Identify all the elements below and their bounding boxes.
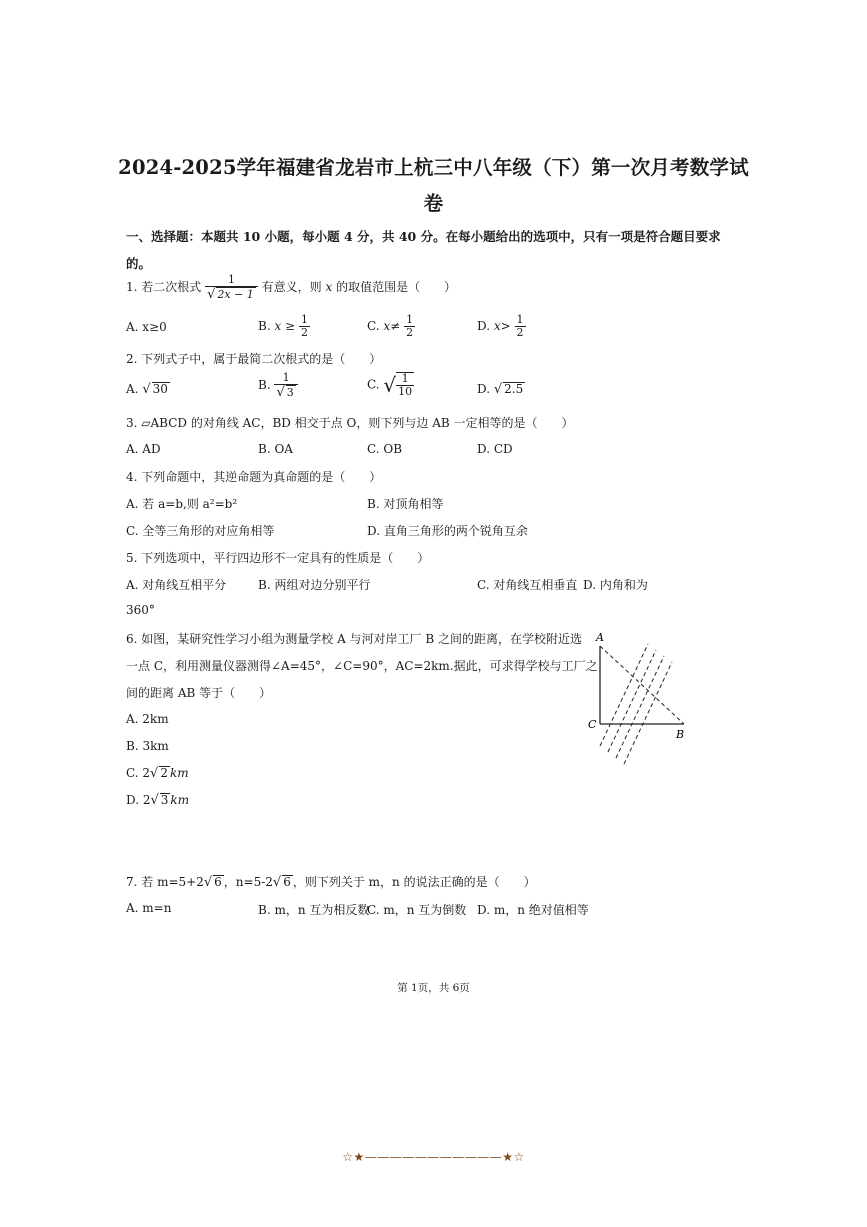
q7-rad2: 6: [283, 875, 291, 889]
page-footer: 第 1页，共 6页: [397, 982, 470, 994]
q1-d-half-den: 2: [516, 326, 524, 339]
question-1-stem: [126, 274, 456, 301]
q7-option-b: B. m，n 互为相反数: [258, 903, 370, 917]
q2-option-c: C. √ $\frac{1}{10}$: [367, 372, 413, 398]
q6-c-coef: 2: [142, 766, 151, 780]
q4-option-c: C. 全等三角形的对应角相等: [126, 524, 275, 538]
q2-option-b: [258, 372, 298, 399]
q4-option-a: A. 若 a=b,则 a²=b²: [126, 497, 238, 511]
q2-b-num: 1: [274, 372, 297, 385]
q1-c-rel: x≠: [383, 319, 401, 333]
q1-option-d: [477, 314, 526, 339]
q1-d-half: [515, 314, 526, 339]
q2-b-den: √ 3: [276, 385, 294, 400]
q6-c-radicand: 2: [160, 766, 168, 780]
q6-d-coef: 2: [142, 793, 151, 807]
bottom-star-divider: ☆★———————————★☆: [342, 1150, 525, 1164]
exam-title-line1: 2024-2025学年福建省龙岩市上杭三中八年级（下）第一次月考数学试: [118, 156, 749, 179]
q2-option-d: D. √ 2.5: [477, 382, 524, 397]
question-6-line3: 间的距离 AB 等于（ ）: [126, 686, 272, 700]
q2-b-fraction: [274, 372, 297, 399]
q1-frac-num: 1: [205, 274, 258, 287]
q1-d-half-num: 1: [516, 313, 524, 326]
q6-option-d: D. 2√ 3 km: [126, 793, 190, 808]
q3-option-b: B. OA: [258, 442, 293, 456]
label-b: B: [676, 728, 685, 741]
river-line-1: [600, 644, 648, 746]
q7-option-d: D. m，n 绝对值相等: [477, 903, 589, 917]
question-4-stem: 4. 下列命题中，其逆命题为真命题的是（ ）: [126, 470, 382, 484]
q1-var: x: [325, 280, 333, 294]
q2-option-a: A. √ 30: [126, 382, 168, 397]
label-c: C: [588, 718, 597, 731]
q5-option-c: C. 对角线互相垂直: [477, 578, 578, 592]
q1-b-half-num: 1: [300, 313, 308, 326]
question-2-stem: 2. 下列式子中，属于最简二次根式的是（ ）: [126, 352, 382, 366]
q7-option-a: A. m=n: [126, 901, 172, 915]
label-a: A: [596, 631, 604, 644]
q6-c-unit: km: [169, 766, 189, 780]
river-line-3: [616, 656, 664, 758]
q1-frac-den-radicand: 2x − 1: [217, 288, 254, 301]
q7-option-c: C. m，n 互为倒数: [367, 903, 467, 917]
q1-b-half: [299, 314, 310, 339]
q2-c-prefix: C.: [367, 377, 380, 392]
q2-a-radicand: 30: [152, 382, 168, 396]
q7-post: ，则下列关于 m，n 的说法正确的是（ ）: [292, 875, 536, 889]
q1-frac-den: √ 2x − 1: [207, 287, 254, 302]
q2-a-prefix: A.: [126, 382, 139, 396]
q7-rad1: 6: [214, 875, 222, 889]
q6-d-unit: km: [170, 793, 190, 807]
q5-option-d: D. 内角和为: [583, 578, 648, 592]
q6-d-prefix: D.: [126, 793, 140, 807]
q1-option-c: [367, 314, 415, 339]
q1-option-a: A. x≥0: [126, 320, 167, 334]
q6-c-prefix: C.: [126, 766, 139, 780]
q1-c-half-den: 2: [406, 326, 414, 339]
q6-option-b: B. 3km: [126, 739, 169, 753]
q1-option-b: [258, 314, 310, 339]
q2-d-prefix: D.: [477, 382, 491, 396]
q1-c-half-num: 1: [406, 313, 414, 326]
q1-pre: 1. 若二次根式: [126, 280, 202, 294]
q6-river-figure: [586, 628, 696, 773]
q3-option-a: A. AD: [126, 442, 161, 456]
question-3-stem: 3. ▱ABCD 的对角线 AC，BD 相交于点 O，则下列与边 AB 一定相等的是（ ）: [126, 416, 574, 430]
q1-b-prefix: B.: [258, 319, 271, 333]
q1-post: 有意义，则: [261, 280, 322, 294]
q1-fraction: [205, 274, 258, 301]
section-heading-line1: 一、选择题：本题共 10 小题，每小题 4 分，共 40 分。在每小题给出的选项中，只有一项是符合题目要求: [126, 229, 721, 244]
q2-b-den-radicand: 3: [286, 386, 294, 399]
q6-d-radicand: 3: [160, 793, 169, 807]
q7-pre: 7. 若 m=5+2: [126, 875, 204, 889]
q2-c-fraction: [396, 372, 414, 398]
q3-option-c: C. OB: [367, 442, 403, 456]
q1-c-prefix: C.: [367, 319, 380, 333]
q1-d-prefix: D.: [477, 319, 491, 333]
q5-option-b: B. 两组对边分别平行: [258, 578, 371, 592]
q6-option-a: A. 2km: [126, 712, 169, 726]
q4-option-b: B. 对顶角相等: [367, 497, 444, 511]
question-6-line2: 一点 C，利用测量仪器测得∠A=45°，∠C=90°，AC=2km.据此，可求得学校与工厂之: [126, 659, 598, 673]
section-heading: [126, 223, 726, 277]
exam-title-line2: 卷: [423, 192, 444, 215]
q6-option-c: C. 2√ 2 km: [126, 766, 189, 781]
q2-d-radicand: 2.5: [504, 382, 524, 396]
river-line-2: [608, 650, 656, 752]
q2-c-num: 1: [396, 373, 414, 386]
question-7-stem: 7. 若 m=5+2√ 6 ，n=5-2√ 6 ，则下列关于 m，n 的说法正确的是（ ）: [126, 875, 536, 890]
section-heading-line2: 的。: [126, 256, 152, 271]
q5-option-a: A. 对角线互相平分: [126, 578, 227, 592]
q2-b-prefix: B.: [258, 378, 271, 392]
river-line-4: [624, 662, 672, 764]
q1-post2: 的取值范围是（ ）: [336, 280, 457, 294]
q4-option-d: D. 直角三角形的两个锐角互余: [367, 524, 528, 538]
q1-b-half-den: 2: [300, 326, 308, 339]
q1-c-half: [404, 314, 415, 339]
q1-d-rel: x>: [493, 319, 511, 333]
q2-c-den: 10: [398, 385, 413, 398]
q5-option-d-cont: 360°: [126, 603, 155, 617]
segment-ab: [600, 646, 684, 724]
question-5-stem: 5. 下列选项中，平行四边形不一定具有的性质是（ ）: [126, 551, 430, 565]
question-6-line1: 6. 如图，某研究性学习小组为测量学校 A 与河对岸工厂 B 之间的距离，在学校附近选: [126, 632, 583, 646]
q7-mid: ，n=5-2: [223, 875, 273, 889]
q3-option-d: D. CD: [477, 442, 513, 456]
q1-b-rel: x ≥: [274, 319, 296, 333]
